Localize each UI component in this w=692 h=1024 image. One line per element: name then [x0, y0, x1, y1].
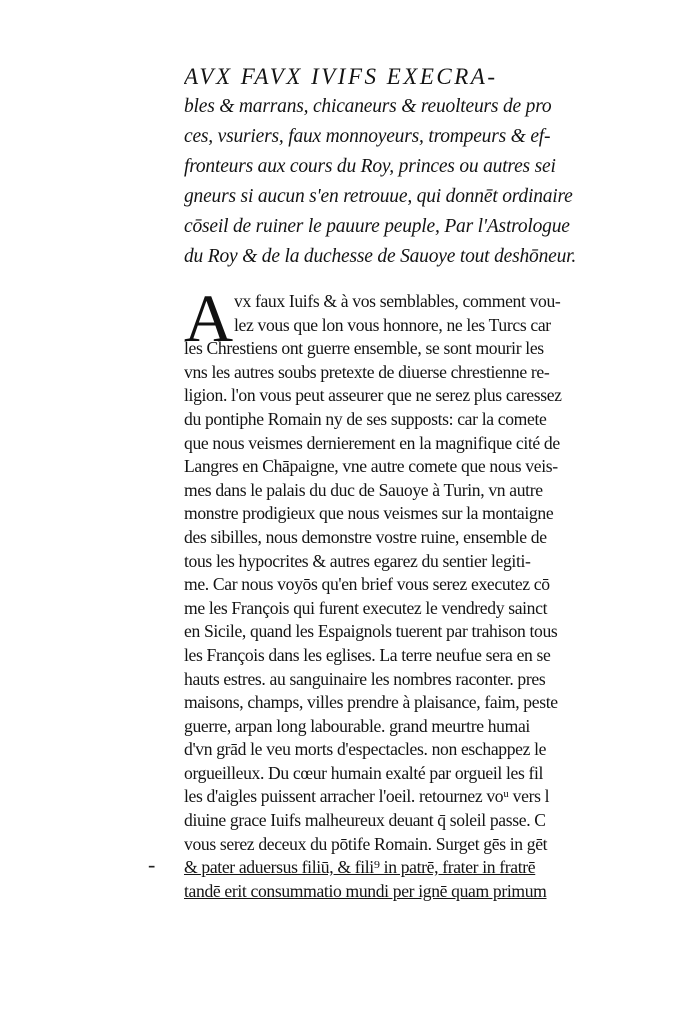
body-line: me. Car nous voyōs qu'en brief vous serez executez cō — [184, 574, 550, 595]
body-line: orgueilleux. Du cœur humain exalté par orgueil les fil — [184, 762, 544, 783]
drop-capital: A — [184, 280, 234, 356]
body-line: que nous veismes dernierement en la magnifique cité de — [184, 432, 560, 453]
body-line: en Sicile, quand les Espaignols tuerent par trahison tous — [184, 621, 558, 642]
body-line: hauts estres. au sanguinaire les nombres raconter. pres — [184, 668, 546, 689]
body-line: d'vn grād le veu morts d'espectacles. non eschappez le — [184, 739, 547, 760]
body-line: des sibilles, nous demonstre vostre ruine, ensemble de — [184, 526, 547, 547]
body-line: vx faux Iuifs & à vos semblables, comment vou- — [234, 291, 561, 311]
margin-mark: - — [148, 852, 156, 877]
body-line: guerre, arpan long labourable. grand meurtre humai — [184, 715, 530, 736]
body-line: diuine grace Iuifs malheureux deuant q̄ soleil passe. C — [184, 810, 546, 831]
body-line: maisons, champs, villes prendre à plaisance, faim, peste — [184, 692, 558, 713]
heading-line: cōseil de ruiner le pauure peuple, Par l'Astrologue — [184, 216, 570, 237]
body-line: les François dans les eglises. La terre neufue sera en se — [184, 644, 551, 665]
body-line: Langres en Chāpaigne, vne autre comete que nous veis- — [184, 456, 558, 477]
body-line: vous serez deceux du pōtife Romain. Surget gēs in gēt — [184, 833, 548, 854]
heading-line: du Roy & de la duchesse de Sauoye tout deshōneur. — [184, 246, 577, 267]
body-text — [184, 280, 594, 903]
body-line: monstre prodigieux que nous veismes sur la montaigne — [184, 503, 554, 524]
heading-line: fronteurs aux cours du Roy, princes ou autres sei — [184, 156, 556, 177]
heading-line: bles & marrans, chicaneurs & reuolteurs de pro — [184, 96, 552, 117]
body-line: ligion. l'on vous peut asseurer que ne serez plus caressez — [184, 385, 562, 406]
heading-line: gneurs si aucun s'en retrouue, qui donnēt ordinaire — [184, 186, 573, 207]
body-line: mes dans le palais du duc de Sauoye à Turin, vn autre — [184, 479, 543, 500]
text-block — [184, 62, 594, 903]
heading-line: AVX FAVX IVIFS EXECRA- — [184, 64, 498, 89]
body-line: me les François qui furent executez le vendredy sainct — [184, 597, 548, 618]
heading-line: ces, vsuriers, faux monnoyeurs, trompeurs & ef- — [184, 126, 551, 147]
body-line: du pontiphe Romain ny de ses supposts: car la comete — [184, 408, 547, 429]
body-line: tous les hypocrites & autres egarez du sentier legiti- — [184, 550, 531, 571]
body-line: vns les autres soubs pretexte de diuerse chrestienne re- — [184, 361, 550, 382]
heading — [184, 62, 594, 272]
body-line: tandē erit consummatio mundi per ignē quam primum — [184, 880, 547, 901]
body-line: lez vous que lon vous honnore, ne les Turcs car — [234, 314, 551, 335]
body-line: & pater aduersus filiū, & fili⁹ in patrē, frater in fratrē — [184, 857, 536, 878]
body-line: les Chrestiens ont guerre ensemble, se sont mourir les — [184, 338, 544, 359]
body-line: les d'aigles puissent arracher l'oeil. retournez voᵘ vers l — [184, 786, 550, 807]
